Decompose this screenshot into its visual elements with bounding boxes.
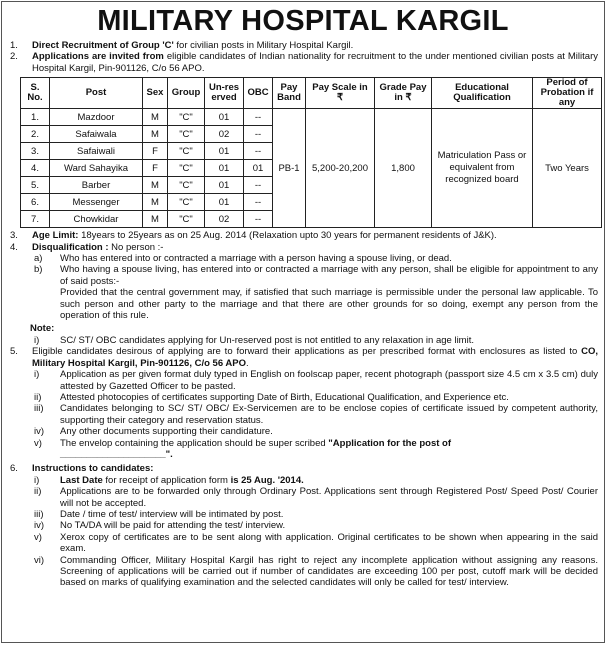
item-6-ii — [8, 486, 598, 509]
item-text: for civilian posts in Military Hospital Kargil. — [173, 40, 354, 51]
item-text-end: . — [246, 357, 249, 369]
column-header: Pay Band — [273, 78, 306, 109]
item-6-iv — [8, 520, 598, 531]
sub-text: SC/ ST/ OBC candidates applying for Un-reserved post is not entitled to any relaxation in age limit. — [60, 334, 474, 346]
cell-sex: M — [143, 126, 168, 143]
cell-obc: -- — [244, 194, 273, 211]
item-6-i — [8, 475, 598, 486]
note-label: Note: — [30, 323, 55, 335]
cell-unreserved: 01 — [205, 194, 244, 211]
cell-unreserved: 01 — [205, 109, 244, 126]
sub-text: Attested photocopies of certificates supporting Date of Birth, Educational Qualification, and Experience etc. — [60, 391, 509, 403]
item-5-v — [8, 438, 598, 461]
proviso-text: Provided that the central government may, if satisfied that such marriage is permissible under the personal law applicable. To such person and other party to the marriage and that there are other grounds for so doing, exempt any person from the operation of this rule. — [60, 287, 598, 322]
item-number: 2. — [10, 51, 18, 63]
cell-sex: M — [143, 109, 168, 126]
sub-label: i) — [34, 369, 40, 381]
cell-unreserved: 01 — [205, 160, 244, 177]
cell-sex: M — [143, 211, 168, 228]
cell-post: Safaiwali — [50, 143, 143, 160]
item-text: 18years to 25years as on 25 Aug. 2014 (Relaxation upto 30 years for permanent residents of J&K). — [78, 230, 497, 242]
item-2 — [8, 51, 598, 74]
sub-text: Who has entered into or contracted a marriage with a person having a spouse living, or dead. — [60, 253, 452, 265]
item-5 — [8, 346, 598, 369]
cell-sno: 4. — [21, 160, 50, 177]
cell-obc: -- — [244, 177, 273, 194]
column-header: S. No. — [21, 78, 50, 109]
cell-sno: 1. — [21, 109, 50, 126]
item-heading: Instructions to candidates: — [32, 463, 154, 475]
item-6-v — [8, 532, 598, 555]
item-5-ii — [8, 392, 598, 403]
sub-text: The envelop containing the application should be super scribed — [60, 437, 329, 449]
sub-label: iii) — [34, 508, 44, 520]
item-text: No person :- — [108, 241, 164, 253]
table-row — [21, 109, 602, 126]
sub-label: i) — [34, 334, 40, 346]
cell-qualification: Matriculation Pass or equivalent from recognized board — [432, 109, 533, 228]
item-heading: Direct Recruitment of Group 'C' — [32, 40, 174, 51]
cell-obc: -- — [244, 126, 273, 143]
sub-label: b) — [34, 264, 43, 276]
column-header: Sex — [143, 78, 168, 109]
cell-unreserved: 01 — [205, 143, 244, 160]
sub-text: Commanding Officer, Military Hospital Kargil has right to reject any incomplete application without assigning any reasons. Screening of applications will be carried out if number of candidates are exceeding 100 per post, cutoff mark will be decided based on marks of qualifying examination and the selected candidates will only be called for test/ interview. — [60, 554, 598, 589]
cell-sno: 5. — [21, 177, 50, 194]
sub-label: a) — [34, 253, 43, 265]
superscription-blank: ____________________". — [60, 448, 173, 460]
column-header: Un-res erved — [205, 78, 244, 109]
item-number: 4. — [10, 241, 18, 253]
sub-label: iv) — [34, 520, 45, 532]
cell-post: Mazdoor — [50, 109, 143, 126]
item-6-vi — [8, 555, 598, 589]
cell-sex: F — [143, 160, 168, 177]
sub-label: ii) — [34, 486, 42, 498]
sub-text: Any other documents supporting their candidature. — [60, 426, 273, 438]
cell-post: Ward Sahayika — [50, 160, 143, 177]
sub-label: ii) — [34, 391, 42, 403]
column-header: Pay Scale in ₹ — [306, 78, 375, 109]
item-4a — [8, 253, 598, 264]
cell-sex: M — [143, 177, 168, 194]
cell-unreserved: 01 — [205, 177, 244, 194]
cell-sex: M — [143, 194, 168, 211]
sub-text: Application as per given format duly typed in English on foolscap paper, recent photograph (passport size 4.5 cm x 3.5 cm) duly attested by Gazetted Officer to be pasted. — [60, 369, 598, 392]
item-number: 1. — [10, 40, 18, 51]
sub-label: v) — [34, 531, 42, 543]
item-text: Eligible candidates desirous of applying are to forward their applications as per prescribed format with enclosures as listed to — [32, 346, 582, 358]
item-address: CO, Military Hospital Kargil, Pin-901126, C/o 56 APO — [32, 346, 598, 369]
posts-table — [20, 77, 602, 228]
note-item — [8, 335, 598, 346]
last-date-value: is 25 Aug. '2014. — [230, 474, 304, 486]
item-number: 5. — [10, 346, 18, 358]
item-number: 3. — [10, 230, 18, 242]
cell-obc: 01 — [244, 160, 273, 177]
sub-text: for receipt of application form — [102, 474, 231, 486]
column-header: Group — [168, 78, 205, 109]
item-heading: Age Limit: — [32, 230, 79, 242]
cell-post: Barber — [50, 177, 143, 194]
item-4 — [8, 242, 598, 253]
cell-group: "C" — [168, 160, 205, 177]
item-1 — [8, 40, 598, 51]
item-heading: Applications are invited from — [32, 51, 164, 63]
sub-label: iv) — [34, 426, 45, 438]
advertisement-page — [1, 1, 605, 643]
sub-text: Xerox copy of certificates are to be sent along with application. Original certificates to be shown when appearing in the said exam. — [60, 531, 598, 555]
sub-label: i) — [34, 474, 40, 486]
cell-grade-pay: 1,800 — [375, 109, 432, 228]
sub-label: vi) — [34, 554, 45, 566]
sub-label: iii) — [34, 403, 44, 415]
sub-text: No TA/DA will be paid for attending the test/ interview. — [60, 520, 286, 532]
cell-post: Chowkidar — [50, 211, 143, 228]
cell-probation: Two Years — [533, 109, 602, 228]
item-number: 6. — [10, 463, 18, 475]
item-5-iii — [8, 403, 598, 426]
item-6 — [8, 463, 598, 474]
item-text: eligible candidates of Indian nationality for recruitment to the under mentioned civilian posts at Military Hospital Kargil, Pin-901126, C/o 56 APO. — [32, 51, 598, 74]
cell-pay-band: PB-1 — [273, 109, 306, 228]
item-6-iii — [8, 509, 598, 520]
cell-group: "C" — [168, 143, 205, 160]
cell-obc: -- — [244, 211, 273, 228]
superscription-text: "Application for the post of — [328, 437, 452, 449]
cell-pay-scale: 5,200-20,200 — [306, 109, 375, 228]
column-header: Educational Qualification — [432, 78, 533, 109]
cell-sex: F — [143, 143, 168, 160]
item-5-i — [8, 369, 598, 392]
cell-unreserved: 02 — [205, 211, 244, 228]
column-header: OBC — [244, 78, 273, 109]
cell-sno: 2. — [21, 126, 50, 143]
last-date-label: Last Date — [60, 474, 103, 486]
cell-group: "C" — [168, 109, 205, 126]
cell-sno: 3. — [21, 143, 50, 160]
page-title: MILITARY HOSPITAL KARGIL — [97, 5, 509, 37]
column-header: Post — [50, 78, 143, 109]
cell-post: Safaiwala — [50, 126, 143, 143]
cell-sno: 6. — [21, 194, 50, 211]
cell-group: "C" — [168, 211, 205, 228]
cell-group: "C" — [168, 194, 205, 211]
item-3 — [8, 230, 598, 241]
cell-obc: -- — [244, 109, 273, 126]
sub-text: Candidates belonging to SC/ ST/ OBC/ Ex-Servicemen are to be enclose copies of certificate issued by competent authority, supporting their category and reservation status. — [60, 403, 598, 426]
table-header-row — [21, 78, 602, 109]
cell-group: "C" — [168, 177, 205, 194]
item-heading: Disqualification : — [32, 241, 109, 253]
sub-label: v) — [34, 437, 42, 449]
item-4b — [8, 264, 598, 287]
cell-obc: -- — [244, 143, 273, 160]
cell-post: Messenger — [50, 194, 143, 211]
cell-group: "C" — [168, 126, 205, 143]
item-4b-proviso — [8, 287, 598, 321]
sub-text: Date / time of test/ interview will be intimated by post. — [60, 508, 284, 520]
item-5-iv — [8, 426, 598, 437]
column-header: Grade Pay in ₹ — [375, 78, 432, 109]
sub-text: Applications are to be forwarded only through Ordinary Post. Applications sent through Registered Post/ Speed Post/ Courier will not be accepted. — [60, 486, 598, 509]
cell-sno: 7. — [21, 211, 50, 228]
column-header: Period of Probation if any — [533, 78, 602, 109]
cell-unreserved: 02 — [205, 126, 244, 143]
sub-text: Who having a spouse living, has entered into or contracted a marriage with any person, shall be eligible for appointment to any of said posts:- — [60, 264, 598, 287]
